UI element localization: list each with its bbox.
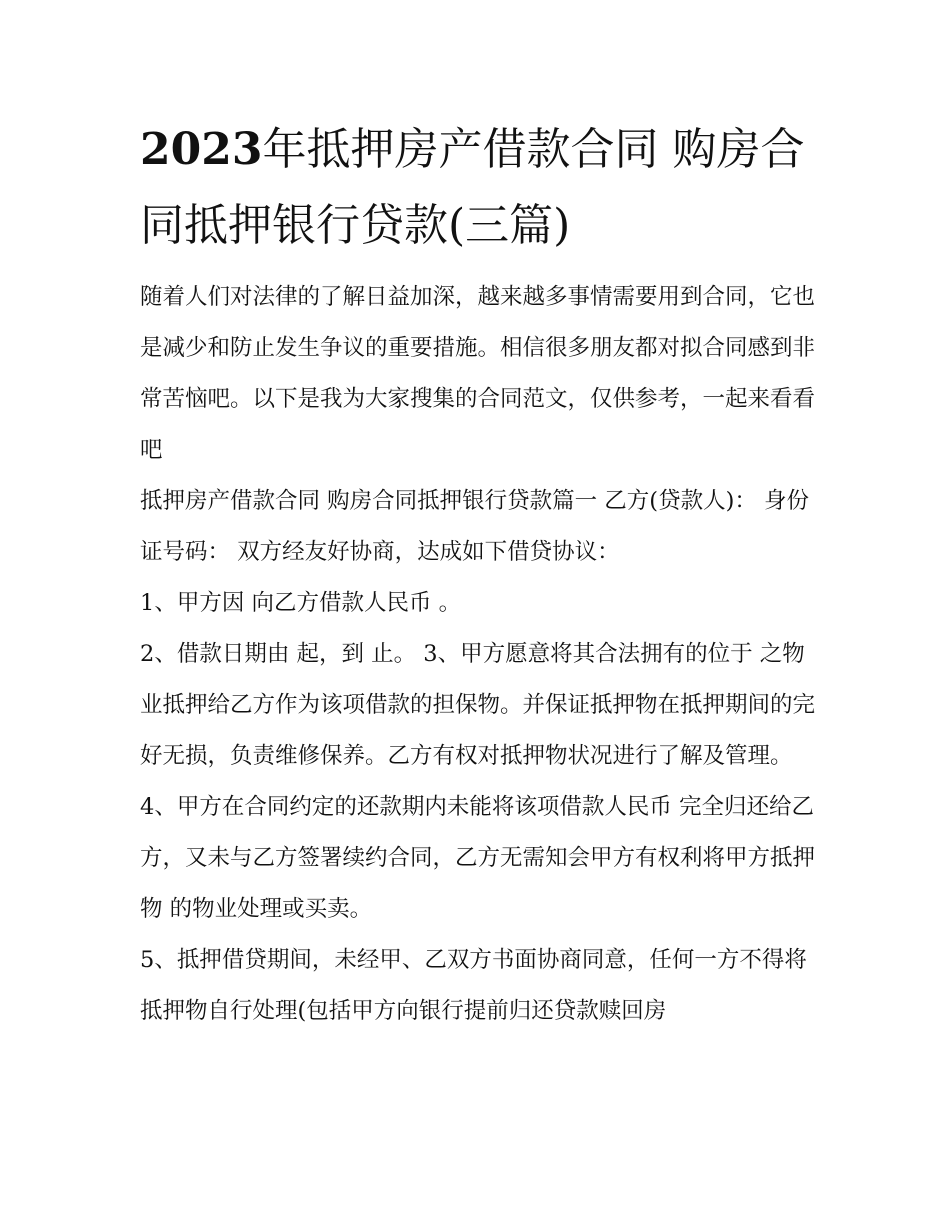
intro-paragraph: 随着人们对法律的了解日益加深，越来越多事情需要用到合同，它也是减少和防止发生争议的重要措施。相信很多朋友都对拟合同感到非常苦恼吧。以下是我为大家搜集的合同范文，仅供参考，一起来看看吧 [140, 284, 816, 463]
clause-1: 1、甲方因 向乙方借款人民币 。 [140, 590, 462, 616]
title-year: 2023 [140, 124, 263, 175]
document-body [140, 112, 815, 1037]
document-title [140, 112, 815, 264]
clause-2-3: 2、借款日期由 起，到 止。 3、甲方愿意将其合法拥有的位于 之物业抵押给乙方作为该项借款的担保物。并保证抵押物在抵押期间的完好无损，负责维修保养。乙方有权对抵押物状况进行了解及管理。 [140, 641, 816, 769]
contract-header-paragraph: 抵押房产借款合同 购房合同抵押银行贷款篇一 乙方(贷款人)： 身份证号码： 双方经友好协商，达成如下借贷协议： [140, 488, 810, 565]
clause-5: 5、抵押借贷期间，未经甲、乙双方书面协商同意，任何一方不得将抵押物自行处理(包括甲方向银行提前归还贷款赎回房 [140, 947, 807, 1024]
clause-4: 4、甲方在合同约定的还款期内未能将该项借款人民币 完全归还给乙方，又未与乙方签署续约合同，乙方无需知会甲方有权利将甲方抵押物 的物业处理或买卖。 [140, 794, 816, 922]
title-text: 年抵押房产借款合同 购房合同抵押银行贷款(三篇) [140, 124, 805, 251]
